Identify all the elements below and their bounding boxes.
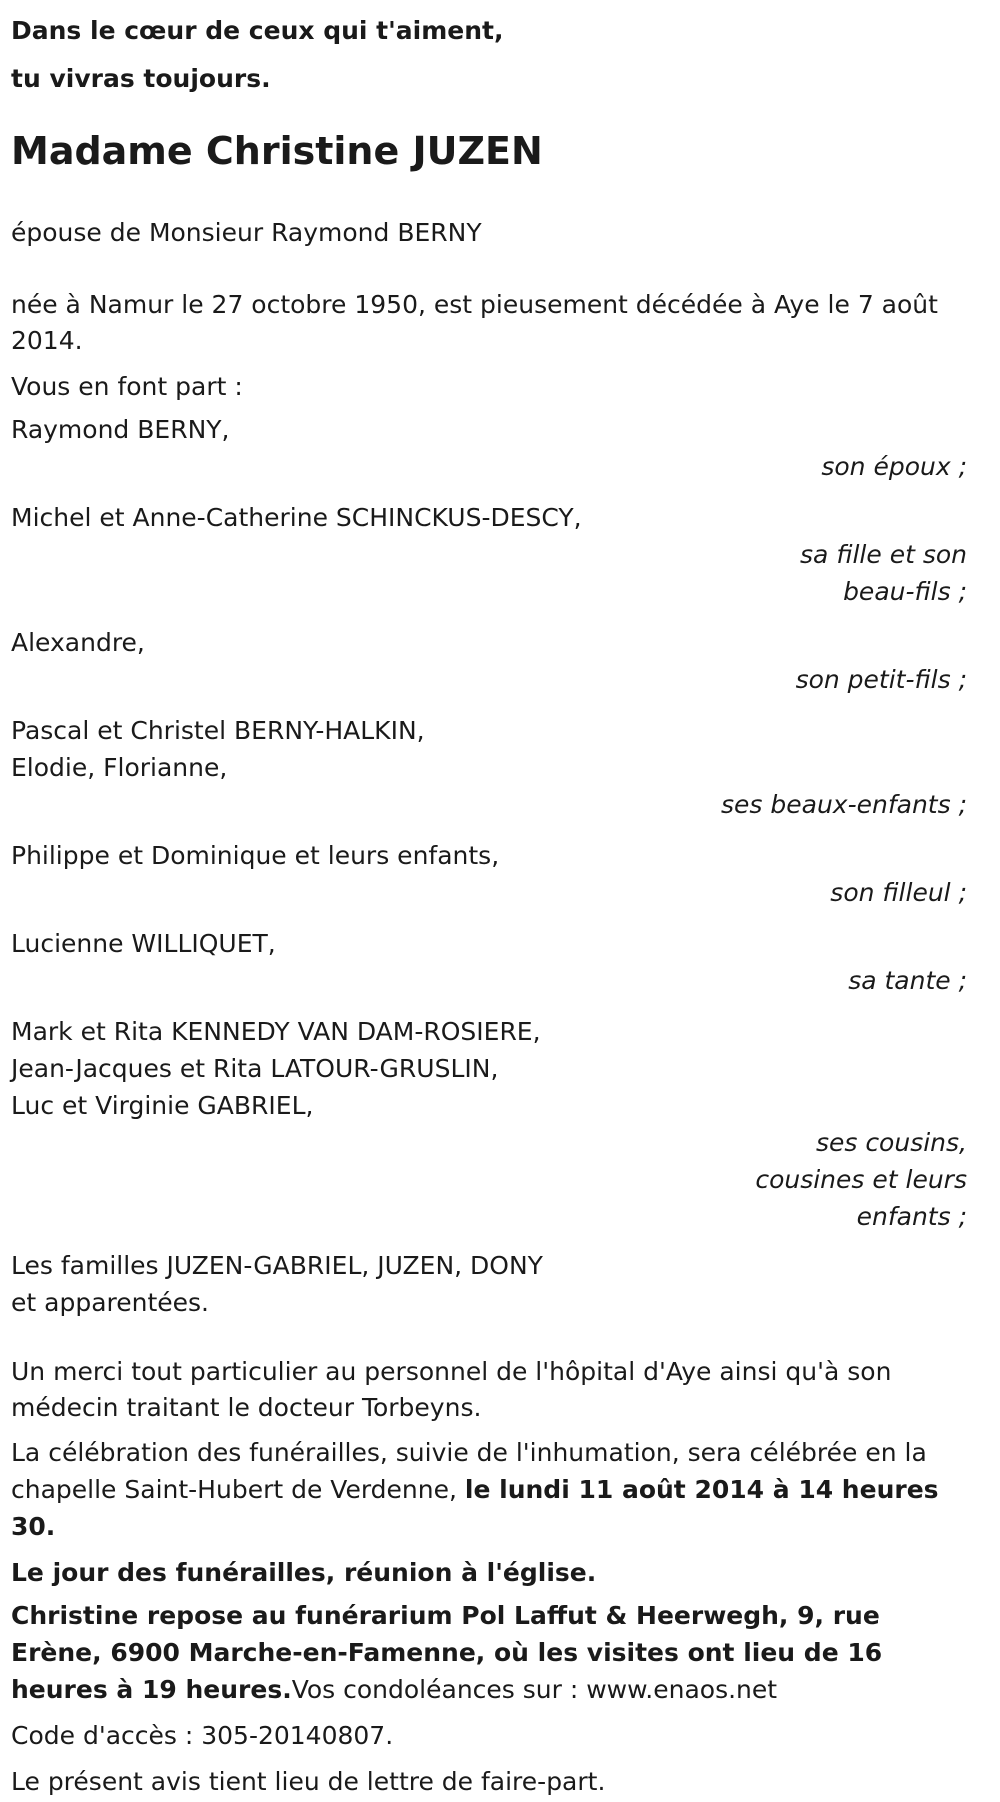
family-relation-line: son époux ;	[821, 452, 967, 481]
family-entry	[11, 624, 967, 698]
ceremony-text: La célébration des funérailles, suivie de l'inhumation, sera célébrée en la chapelle Saint-Hubert de Verdenne,	[11, 1438, 927, 1504]
family-names	[11, 837, 967, 874]
family-names	[11, 925, 967, 962]
family-entry	[11, 712, 967, 823]
closing-line: Le présent avis tient lieu de lettre de faire-part.	[11, 1767, 606, 1796]
family-relation	[11, 536, 967, 610]
family-name-line: Pascal et Christel BERNY-HALKIN,	[11, 716, 425, 745]
family-name-line: Raymond BERNY,	[11, 415, 230, 444]
family-relation	[11, 874, 967, 911]
spouse-line: épouse de Monsieur Raymond BERNY	[11, 218, 482, 247]
motto-line-2: tu vivras toujours.	[11, 64, 271, 93]
family-names	[11, 624, 967, 661]
visits-text: Christine repose au funérarium Pol Laffut & Heerwegh, 9, rue Erène, 6900 Marche-en-Famenne, où les visites ont lieu de 16 heures à 19 heures.	[11, 1601, 883, 1704]
family-list	[11, 411, 967, 1235]
family-names	[11, 411, 967, 448]
family-relation-line: ses cousins,	[815, 1128, 967, 1157]
family-relation	[11, 1124, 967, 1235]
ceremony-paragraph	[11, 1434, 967, 1545]
family-entry	[11, 411, 967, 485]
deceased-name: Madame Christine JUZEN	[11, 129, 543, 173]
thanks-paragraph: Un merci tout particulier au personnel de l'hôpital d'Aye ainsi qu'à son médecin traitant le docteur Torbeyns.	[11, 1357, 892, 1422]
family-relation-line: beau-fils ;	[843, 577, 967, 606]
family-relation-line: cousines et leurs	[755, 1165, 967, 1194]
family-names	[11, 499, 967, 536]
family-name-line: Michel et Anne-Catherine SCHINCKUS-DESCY,	[11, 503, 582, 532]
family-relation-line: son filleul ;	[830, 878, 967, 907]
family-relation	[11, 786, 967, 823]
family-name-line: Elodie, Florianne,	[11, 753, 228, 782]
family-names	[11, 1013, 967, 1124]
family-relation-line: sa fille et son	[800, 540, 967, 569]
family-name-line: Mark et Rita KENNEDY VAN DAM-ROSIERE,	[11, 1017, 541, 1046]
ceremony-date: le lundi 11 août 2014 à 14 heures 30.	[11, 1475, 939, 1541]
family-relation-line: ses beaux-enfants ;	[721, 790, 967, 819]
announce-line: Vous en font part :	[11, 372, 243, 401]
condolences-text: Vos condoléances sur : www.enaos.net	[291, 1675, 778, 1704]
obituary-notice	[0, 7, 978, 1802]
family-relation-line: sa tante ;	[848, 966, 967, 995]
family-relation	[11, 661, 967, 698]
families-line-2: et apparentées.	[11, 1288, 209, 1317]
families-line-1: Les familles JUZEN-GABRIEL, JUZEN, DONY	[11, 1251, 543, 1280]
family-entry	[11, 925, 967, 999]
family-entry	[11, 837, 967, 911]
access-code: Code d'accès : 305-20140807.	[11, 1721, 394, 1750]
visits-paragraph	[11, 1597, 967, 1708]
family-name-line: Luc et Virginie GABRIEL,	[11, 1091, 314, 1120]
motto	[11, 7, 967, 103]
family-relation	[11, 448, 967, 485]
family-name-line: Jean-Jacques et Rita LATOUR-GRUSLIN,	[11, 1054, 499, 1083]
family-name-line: Lucienne WILLIQUET,	[11, 929, 276, 958]
family-name-line: Philippe et Dominique et leurs enfants,	[11, 841, 500, 870]
family-entry	[11, 499, 967, 610]
motto-line-1: Dans le cœur de ceux qui t'aiment,	[11, 16, 504, 45]
family-relation	[11, 962, 967, 999]
birth-death-line: née à Namur le 27 octobre 1950, est pieusement décédée à Aye le 7 août 2014.	[11, 290, 938, 355]
family-names	[11, 712, 967, 786]
family-relation-line: enfants ;	[856, 1202, 967, 1231]
families-line	[11, 1247, 967, 1321]
family-name-line: Alexandre,	[11, 628, 145, 657]
family-entry	[11, 1013, 967, 1235]
family-relation-line: son petit-fils ;	[795, 665, 967, 694]
meeting-line: Le jour des funérailles, réunion à l'église.	[11, 1558, 597, 1587]
